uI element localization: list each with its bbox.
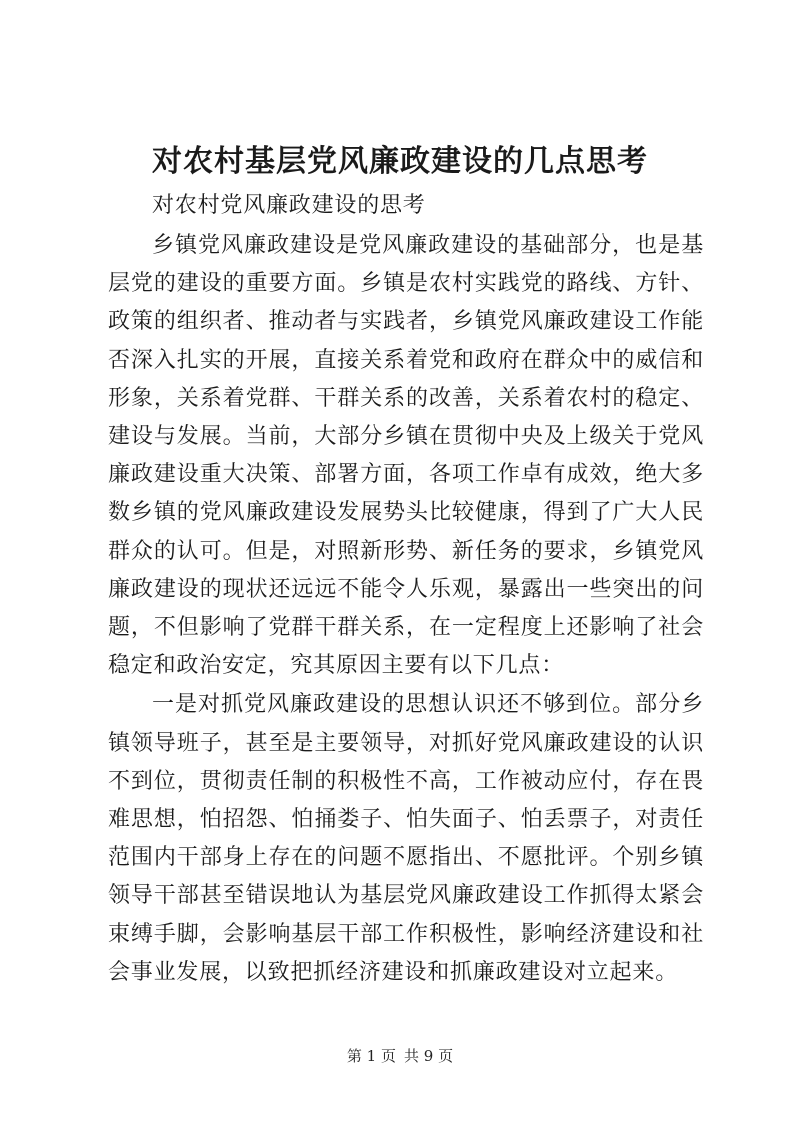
document-body (108, 186, 704, 992)
paragraph-intro: 乡镇党风廉政建设是党风廉政建设的基础部分，也是基层党的建设的重要方面。乡镇是农村实践党的路线、方针、政策的组织者、推动者与实践者，乡镇党风廉政建设工作能否深入扎实的开展，直接关系着党和政府在群众中的威信和形象，关系着党群、干群关系的改善，关系着农村的稳定、建设与发展。当前，大部分乡镇在贯彻中央及上级关于党风廉政建设重大决策、部署方面，各项工作卓有成效，绝大多数乡镇的党风廉政建设发展势头比较健康，得到了广大人民群众的认可。但是，对照新形势、新任务的要求，乡镇党风廉政建设的现状还远远不能令人乐观，暴露出一些突出的问题，不但影响了党群干群关系，在一定程度上还影响了社会稳定和政治安定，究其原因主要有以下几点： (108, 233, 704, 679)
document-subtitle: 对农村党风廉政建设的思考 (152, 193, 426, 218)
document-title: 对农村基层党风廉政建设的几点思考 (152, 144, 648, 179)
page-total: 共 9 页 (404, 1047, 454, 1065)
paragraph-point-one: 一是对抓党风廉政建设的思想认识还不够到位。部分乡镇领导班子，甚至是主要领导，对抓好党风廉政建设的认识不到位，贯彻责任制的积极性不高，工作被动应付，存在畏难思想，怕招怨、怕捅娄子、怕失面子、怕丢票子，对责任范围内干部身上存在的问题不愿指出、不愿批评。个别乡镇领导干部甚至错误地认为基层党风廉政建设工作抓得太紧会束缚手脚，会影响基层干部工作积极性，影响经济建设和社会事业发展，以致把抓经济建设和抓廉政建设对立起来。 (108, 692, 704, 985)
page-number: 第 1 页 (346, 1047, 396, 1065)
page-footer (0, 1046, 800, 1066)
